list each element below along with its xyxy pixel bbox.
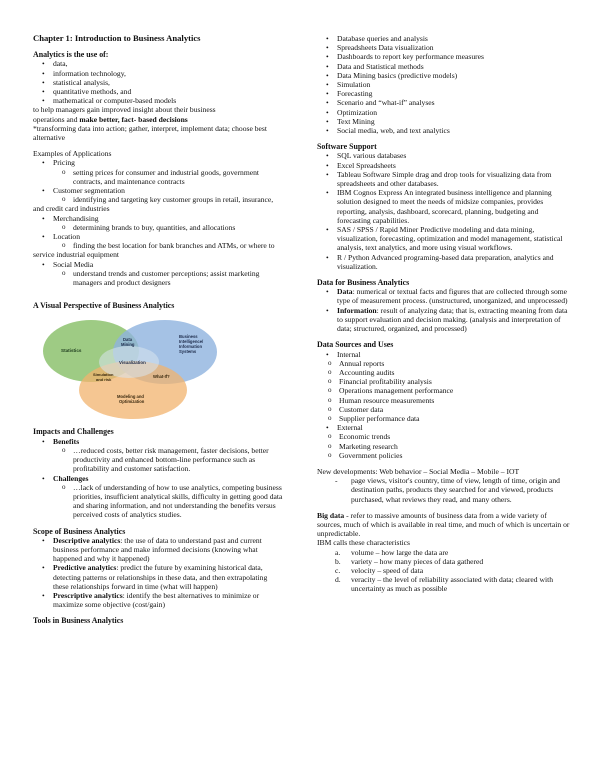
list-item: • Text Mining	[317, 117, 572, 126]
list-item: • Social media, web, and text analytics	[317, 126, 572, 135]
list-subitem: o understand trends and customer perceptions; assist marketing managers and product designers	[33, 269, 283, 287]
list-subitem: o Supplier performance data	[317, 414, 572, 423]
modeling-label-1: Modeling and	[117, 394, 144, 400]
scope-heading: Scope of Business Analytics	[33, 526, 126, 536]
list-item: • Excel Spreadsheets	[317, 161, 572, 170]
big-data-text: Big data - refer to massive amounts of business data from a wide variety of sources, much of which is available in real time, and much of which is uncertain or unpredictable.	[317, 510, 570, 539]
venn-diagram	[39, 316, 225, 420]
analytics-heading: Analytics is the use of:	[33, 50, 109, 60]
visualization-label: Visualization	[119, 360, 146, 366]
list-item: a. volume – how large the data are	[335, 547, 449, 557]
list-subitem: o …lack of understanding of how to use analytics, competing business priorities, insufficient analytical skills, difficulty in getting good data and sharing information, and not understanding the benefits versus perceived costs of analytics studies.	[33, 483, 283, 520]
simulation-label-1: Simulation	[93, 372, 114, 378]
list-item: • data,	[33, 59, 283, 68]
simulation-label-2: and risk	[96, 377, 112, 383]
software-list	[317, 151, 572, 271]
list-item: • mathematical or computer-based models	[33, 96, 283, 105]
list-item: d. veracity – the level of reliability associated with data; cleared with uncertainty as much as possible	[335, 575, 553, 594]
modeling-label-2: Optimization	[119, 399, 145, 405]
list-item: • R / Python Advanced programing-based data preparation, analytics and visualization.	[317, 253, 572, 271]
list-item: • Prescriptive analytics: identify the best alternatives to minimize or maximize some objective (cost/gain)	[33, 591, 283, 609]
list-subitem: o setting prices for consumer and industrial goods, government contracts, and maintenance contracts	[33, 168, 283, 186]
list-subitem: o Annual reports	[317, 359, 572, 368]
new-developments: New developments: Web behavior – Social Media – Mobile – IOT	[317, 466, 520, 476]
analytics-text: to help managers gain improved insight about their business	[33, 105, 216, 115]
list-subitem: o Marketing research	[317, 442, 572, 451]
list-item: • SQL various databases	[317, 151, 572, 160]
list-item: • quantitative methods, and	[33, 87, 283, 96]
list-item: • External	[317, 423, 572, 432]
tools-heading: Tools in Business Analytics	[33, 616, 124, 626]
list-item: • Spreadsheets Data visualization	[317, 43, 572, 52]
list-item: • Dashboards to report key performance measures	[317, 52, 572, 61]
left-column	[33, 34, 283, 626]
list-item: • Database queries and analysis	[317, 34, 572, 43]
list-item: • Optimization	[317, 108, 572, 117]
list-subitem: o Government policies	[317, 451, 572, 460]
list-item: • Benefits	[33, 437, 283, 446]
bi-label-3: Information	[179, 344, 203, 350]
list-subitem: - page views, visitor's country, time of view, length of time, origin and destination paths, products they searched for and viewed, products purchased, what reviews they read, and many others.	[317, 476, 572, 504]
bi-label-2: Intelligence/	[179, 339, 204, 345]
list-subitem: o Human resource measurements	[317, 396, 572, 405]
analytics-list	[33, 59, 283, 105]
list-item: • Data: numerical or textual facts and figures that are collected through some type of measurement process. (unstructured, unorganized, and unprocessed)	[317, 287, 572, 305]
list-item: • Challenges	[33, 474, 283, 483]
list-subitem: o Financial profitability analysis	[317, 377, 572, 386]
list-continuation: service industrial equipment	[33, 250, 120, 260]
list-continuation: and credit card industries	[33, 204, 110, 214]
list-subitem: o Customer data	[317, 405, 572, 414]
list-item: • Location	[33, 232, 283, 241]
list-subitem: o identifying and targeting key customer groups in retail, insurance,	[33, 195, 283, 204]
impacts-heading: Impacts and Challenges	[33, 427, 114, 437]
list-item: • information technology,	[33, 69, 283, 78]
sources-heading: Data Sources and Uses	[317, 340, 394, 350]
list-item: • Simulation	[317, 80, 572, 89]
list-subitem: o determining brands to buy, quantities, and allocations	[33, 223, 283, 232]
page-title: Chapter 1: Introduction to Business Analytics	[33, 33, 201, 43]
list-item: • Tableau Software Simple drag and drop tools for visualizing data from spreadsheets and other databases.	[317, 170, 572, 188]
list-item: • Pricing	[33, 158, 283, 167]
right-column	[317, 34, 572, 594]
list-subitem: o Accounting audits	[317, 368, 572, 377]
list-item: • IBM Cognos Express An integrated business intelligence and planning solution designed to meet the needs of midsize companies, provides reporting, analysis, dashboard, scorecard, planning, budgeting and forecasting capabilities.	[317, 188, 572, 225]
bi-label-4: Systems	[179, 349, 197, 355]
list-item: • Data Mining basics (predictive models)	[317, 71, 572, 80]
whatif-label: What-If?	[153, 374, 170, 380]
list-subitem: o …reduced costs, better risk management, faster decisions, better productivity and enhanced bottom-line performance such as profitability and customer satisfaction.	[33, 446, 283, 474]
statistics-label: Statistics	[61, 348, 82, 354]
ibm-text: IBM calls these characteristics	[317, 538, 410, 548]
list-item: • Merchandising	[33, 214, 283, 223]
list-subitem: o finding the best location for bank branches and ATMs, or where to	[33, 241, 283, 250]
data-mining-label-2: Mining	[121, 342, 135, 348]
list-item: • Predictive analytics: predict the future by examining historical data, detecting patterns or relationships in these data, and then extrapolating these relationships forward in time (what will happen)	[33, 563, 283, 591]
data-mining-label-1: Data	[123, 337, 133, 343]
visual-heading: A Visual Perspective of Business Analytics	[33, 301, 175, 311]
list-item: • Forecasting	[317, 89, 572, 98]
list-item: • Customer segmentation	[33, 186, 283, 195]
list-item: b. variety – how many pieces of data gathered	[335, 556, 484, 566]
software-heading: Software Support	[317, 142, 377, 152]
data-ba-heading: Data for Business Analytics	[317, 278, 410, 288]
list-item: • Internal	[317, 350, 572, 359]
list-subitem: o Economic trends	[317, 432, 572, 441]
bi-label-1: Business	[179, 334, 198, 340]
tools-list	[317, 34, 572, 135]
list-item: • Descriptive analytics: the use of data to understand past and current business performance and make informed decisions (knowing what happened and why it happened)	[33, 536, 283, 564]
list-item: • Information: result of analyzing data; that is, extracting meaning from data to support evaluation and decision making. (analysis and interpretation of data; structured, organized, and processed)	[317, 306, 572, 334]
analytics-note: *transforming data into action; gather, interpret, implement data; choose best alternative	[33, 123, 267, 143]
list-item: • Data and Statistical methods	[317, 62, 572, 71]
list-item: • statistical analysis,	[33, 78, 283, 87]
list-item: • Scenario and “what-if” analyses	[317, 98, 572, 107]
list-item: • Social Media	[33, 260, 283, 269]
list-item: • SAS / SPSS / Rapid Miner Predictive modeling and data mining, visualization, forecasting, optimization and model management, statistical analysis, text analytics, and more using visual workflows.	[317, 225, 572, 253]
examples-heading: Examples of Applications	[33, 149, 112, 159]
examples-list	[33, 158, 283, 204]
analytics-text-2: operations and make better, fact- based decisions	[33, 114, 188, 124]
list-subitem: o Operations management performance	[317, 386, 572, 395]
list-item: c. velocity – speed of data	[335, 565, 424, 575]
